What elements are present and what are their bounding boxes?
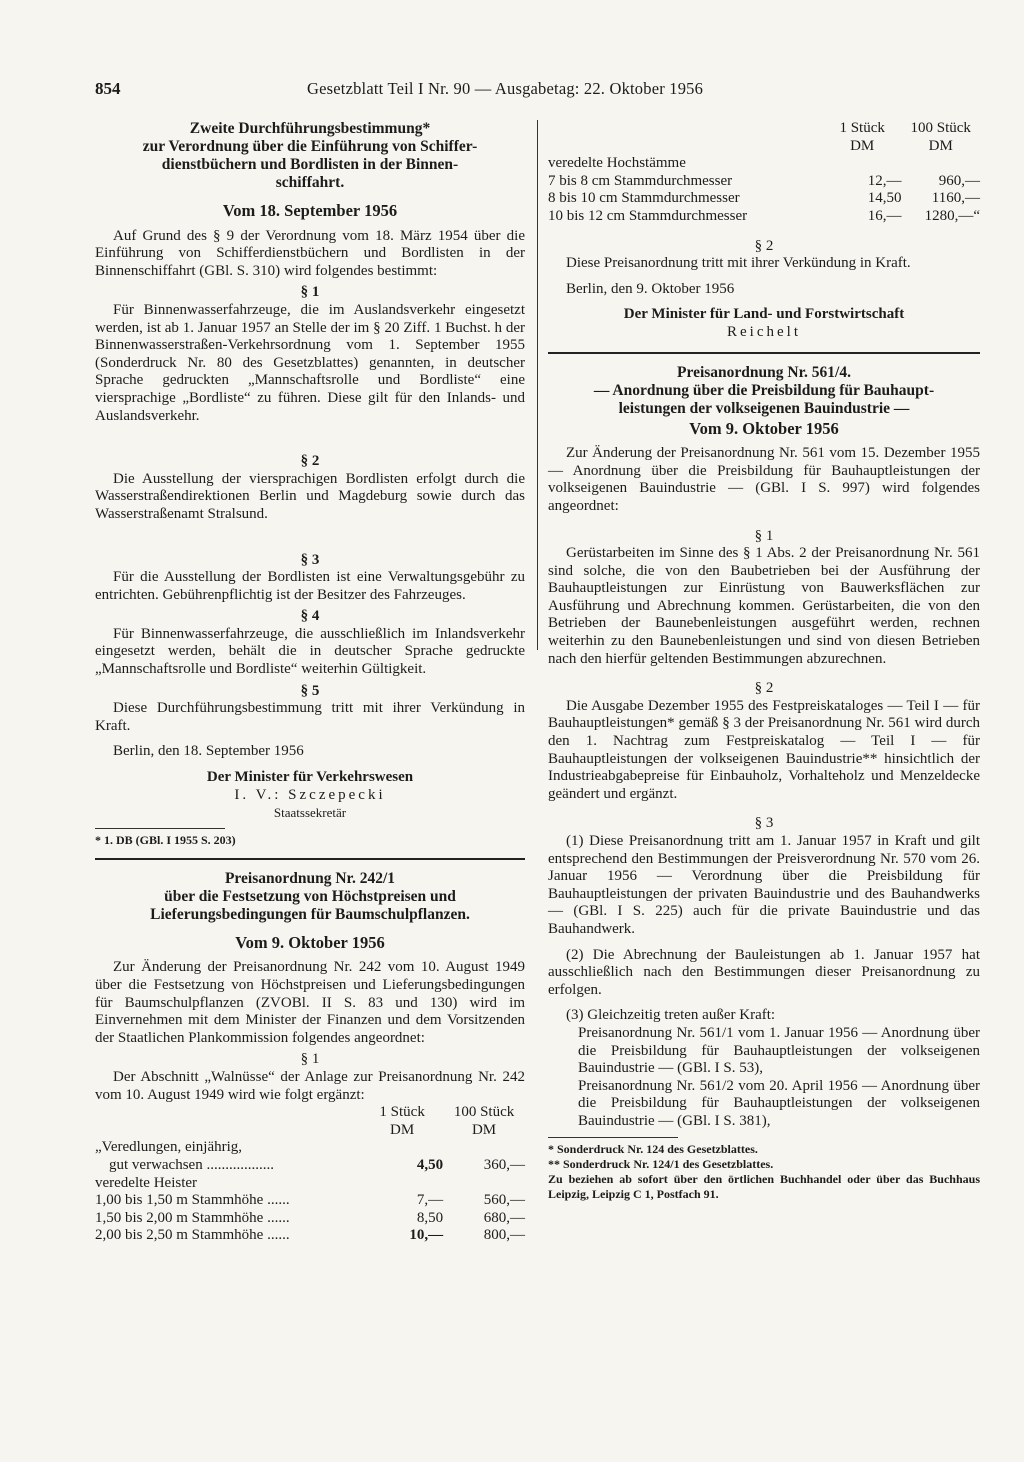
doc1-section-5-heading: § 5 [300,682,320,699]
doc3-title-line: — Anordnung über die Preisbildung für Bauhaupt- [593,381,935,399]
doc1-signer-role: Staatssekretär [273,805,347,821]
doc3-intro: Zur Änderung der Preisanordnung Nr. 561 vom 15. Dezember 1955 — Anordnung über die Preisbildung für Bauhauptleistungen der volkseigenen Bauindustrie — (GBl. I S. 997) wird folgendes angeordnet: [548,445,980,514]
column-divider [537,120,538,650]
doc2-section-2-heading: § 2 [754,237,774,254]
doc1-section-1-text: Für Binnenwasserfahrzeuge, die im Auslandsverkehr eingesetzt werden, ist ab 1. Januar 1957 an Stelle der im § 20 Ziff. 1 Buchst. h der Binnenwasserstraßen-Verkehrsordnung vom 1. September 1955 (Sonderdruck Nr. 80 des Gesetzblattes) genannten, in deutscher Sprache gedruckten „Mannschaftsrolle und Bordliste“ eine viersprachige „Bordliste“ zu führen. Diese gilt für den Inlands- und Auslandsverkehr. [95,301,525,424]
col-unit: DM [850,137,875,154]
doc2-place-date: Berlin, den 9. Oktober 1956 [566,280,735,297]
doc1-section-1-heading: § 1 [300,284,320,301]
doc1-footnote: * 1. DB (GBl. I 1955 S. 203) [95,832,236,847]
price-1: 12,— [867,172,902,189]
right-column [548,120,980,1202]
doc3-section-2-text: Die Ausgabe Dezember 1955 des Festpreiskataloges — Teil I — für Bauhauptleistungen* gemäß § 3 der Preisanordnung Nr. 561 wird durch den 1. Nachtrag zum Festpreiskatalog — Teil I — für Bauhauptleistungen der volkseigenen Bauindustrie** hinsichtlich der Industrieabgabepreise für Einbauholz, Vorhalteholz und Menzeldecke geändert und ergänzt. [548,697,980,802]
doc1-section-2-text: Die Ausstellung der viersprachigen Bordlisten erfolgt durch die Wasserstraßendirektionen Berlin und Magdeburg sowie durch das Wasserstraßenamt Stralsund. [95,470,525,522]
doc3-section-1-text: Gerüstarbeiten im Sinne des § 1 Abs. 2 der Preisanordnung Nr. 561 sind solche, die von den Baubetrieben bei der Ausführung der Bauhauptleistungen zur Einrüstung von Bauwerksflächen zur Ausführung und Abrechnung kommen. Gerüstarbeiten, die von den Betrieben der Baunebenleistungen ausgeführt werden, rechnen weiterhin zu den Baunebenleistungen und sind von diesen Betrieben nach den hierfür geltenden Bestimmungen abzurechnen. [548,545,980,667]
table-row [95,1157,525,1175]
doc3-footnote: * Sonderdruck Nr. 124 des Gesetzblattes. [548,1141,758,1156]
doc2-section-2-text: Diese Preisanordnung tritt mit ihrer Verkündung in Kraft. [566,255,911,272]
row-label: 8 bis 10 cm Stammdurchmesser [548,190,740,207]
left-column [95,120,525,1245]
price-1: 8,50 [416,1209,444,1226]
table-row [548,190,980,208]
doc2-authority: Der Minister für Land- und Forstwirtschaft [623,306,905,323]
doc3-footnote: ** Sonderdruck Nr. 124/1 des Gesetzblattes. [548,1156,774,1171]
doc1-intro: Auf Grund des § 9 der Verordnung vom 18. März 1954 über die Einführung von Schifferdienstbüchern und Bordlisten in der Binnenschiffahrt (GBl. S. 310) wird folgendes bestimmt: [95,227,525,279]
doc1-section-3-text: Für die Ausstellung der Bordlisten ist eine Verwaltungsgebühr zu entrichten. Gebührenpflichtig ist der Besitzer des Fahrzeuges. [95,569,525,603]
price-100: 960,— [938,172,980,189]
col-unit: DM [928,137,953,154]
doc1-section-4-text: Für Binnenwasserfahrzeuge, die ausschließlich im Inlandsverkehr eingesetzt werden, behält die in deutscher Sprache gedruckte „Mannschaftsrolle und Bordliste“ weiterhin Gültigkeit. [95,625,525,678]
row-label: 10 bis 12 cm Stammdurchmesser [548,207,748,224]
doc1-date: Vom 18. September 1956 [222,201,398,220]
price-100: 360,— [483,1156,525,1173]
doc1-title-line: dienstbüchern und Bordlisten in der Binnen- [161,156,459,173]
doc2-section-1-heading: § 1 [300,1051,320,1068]
doc3-footnote-distribution: Zu beziehen ab sofort über den örtlichen Buchhandel oder über das Buchhaus Leipzig, Leipzig C 1, Postfach 91. [548,1171,980,1201]
doc2-title-line: Preisanordnung Nr. 242/1 [224,869,396,887]
doc1-section-3-heading: § 3 [300,551,320,568]
col-unit: DM [390,1121,415,1138]
price-100: 1280,—“ [924,207,980,224]
price-100: 560,— [483,1192,525,1209]
table-row [95,1227,525,1245]
price-100: 800,— [483,1227,525,1244]
doc2-title-line: über die Festsetzung von Höchstpreisen und [164,887,456,905]
doc3-section-2-heading: § 2 [754,680,774,697]
doc2-title-line: Lieferungsbedingungen für Baumschulpflanzen. [150,905,470,923]
col-header-100-stueck: 100 Stück [453,1104,515,1121]
table-row [95,1192,525,1210]
doc1-section-4-heading: § 4 [300,608,320,625]
running-head: Gesetzblatt Teil I Nr. 90 — Ausgabetag: 22. Oktober 1956 [307,79,704,98]
col-header-100-stueck: 100 Stück [910,120,971,136]
price-table [95,1104,525,1245]
doc3-section-1-heading: § 1 [754,527,774,544]
price-100: 1160,— [931,190,980,207]
doc3-section-3-para-1: (1) Diese Preisanordnung tritt am 1. Januar 1957 in Kraft und gilt entsprechend den Bestimmungen der Preisverordnung Nr. 570 vom 26. Januar 1956 — Verordnung über die Preisbildung für Bauhauptleistungen der privaten Bauindustrie und des Bauhandwerks — (GBl. I S. 225) auch für die private Bauindustrie und das Bauhandwerk. [548,833,980,937]
section-rule [95,858,525,860]
doc3-date: Vom 9. Oktober 1956 [689,418,839,438]
price-1: 4,50 [416,1156,444,1173]
doc3-title-line: leistungen der volkseigenen Bauindustrie — [618,399,910,417]
doc1-place-date: Berlin, den 18. September 1956 [113,743,304,760]
row-label: 2,00 bis 2,50 m Stammhöhe ...... [95,1227,290,1244]
table-row [548,208,980,226]
doc1-section-2-heading: § 2 [300,453,320,470]
table-group-heading: „Veredlungen, einjährig, [95,1139,243,1156]
doc2-signature: Reichelt [727,323,801,340]
doc3-section-3-heading: § 3 [754,815,774,832]
doc2-title [95,870,525,924]
doc3-repealed-item: Preisanordnung Nr. 561/1 vom 1. Januar 1956 — Anordnung über die Preisbildung für Bauhauptleistungen der volkseigenen Bauindustrie — (GBl. I S. 53), [578,1024,980,1077]
doc3-section-3-para-2: (2) Die Abrechnung der Bauleistungen ab 1. Januar 1957 hat ausschließlich nach den Bestimmungen dieser Preisanordnung zu erfolgen. [548,946,980,998]
doc3-repealed-item: Preisanordnung Nr. 561/2 vom 20. April 1956 — Anordnung über die Preisbildung für Bauhauptleistungen der volkseigenen Bauindustrie — (GBl. I S. 381), [578,1077,980,1129]
doc1-title [95,120,525,192]
price-1: 7,— [416,1192,444,1209]
doc2-date: Vom 9. Oktober 1956 [235,932,385,952]
price-table-continued [548,120,980,226]
price-1: 14,50 [867,190,902,207]
price-1: 16,— [867,207,902,224]
doc3-section-3-para-3: (3) Gleichzeitig treten außer Kraft: [566,1007,776,1024]
footnote-rule [548,1137,678,1138]
col-header-1-stueck: 1 Stück [839,120,885,136]
doc1-title-line: Zweite Durchführungsbestimmung* [189,120,431,137]
doc2-intro: Zur Änderung der Preisanordnung Nr. 242 vom 10. August 1949 über die Festsetzung von Höchstpreisen und Lieferungsbedingungen für Baumschulpflanzen (ZVOBl. II S. 83 und 130) wird im Einvernehmen mit dem Minister der Finanzen und dem Vorsitzenden der Staatlichen Plankommission folgendes angeordnet: [95,959,525,1046]
section-rule [548,352,980,354]
price-1: 10,— [409,1227,444,1244]
page-number: 854 [95,79,121,98]
doc1-title-line: schiffahrt. [275,174,345,191]
doc1-signature: I. V.: Szczepecki [234,786,386,803]
doc1-authority: Der Minister für Verkehrswesen [206,769,414,786]
price-100: 680,— [483,1209,525,1226]
footnote-rule [95,828,225,829]
page-header [95,80,785,104]
table-row [548,173,980,191]
doc1-section-5-text: Diese Durchführungsbestimmung tritt mit ihrer Verkündung in Kraft. [95,700,525,734]
table-group-heading: veredelte Heister [95,1174,198,1191]
doc3-title-line: Preisanordnung Nr. 561/4. [677,363,851,381]
col-header-1-stueck: 1 Stück [379,1104,425,1121]
doc2-section-1-text: Der Abschnitt „Walnüsse“ der Anlage zur Preisanordnung Nr. 242 vom 10. August 1949 wird wie folgt ergänzt: [95,1068,525,1103]
doc1-title-line: zur Verordnung über die Einführung von Schiffer- [142,138,478,155]
row-label: 1,50 bis 2,00 m Stammhöhe ...... [95,1209,290,1226]
table-group-heading: veredelte Hochstämme [548,155,686,172]
table-row [95,1210,525,1228]
col-unit: DM [471,1121,497,1138]
doc3-title [548,364,980,418]
row-label: 7 bis 8 cm Stammdurchmesser [548,172,733,189]
row-label: 1,00 bis 1,50 m Stammhöhe ...... [95,1192,290,1209]
row-label: gut verwachsen .................. [109,1156,274,1173]
